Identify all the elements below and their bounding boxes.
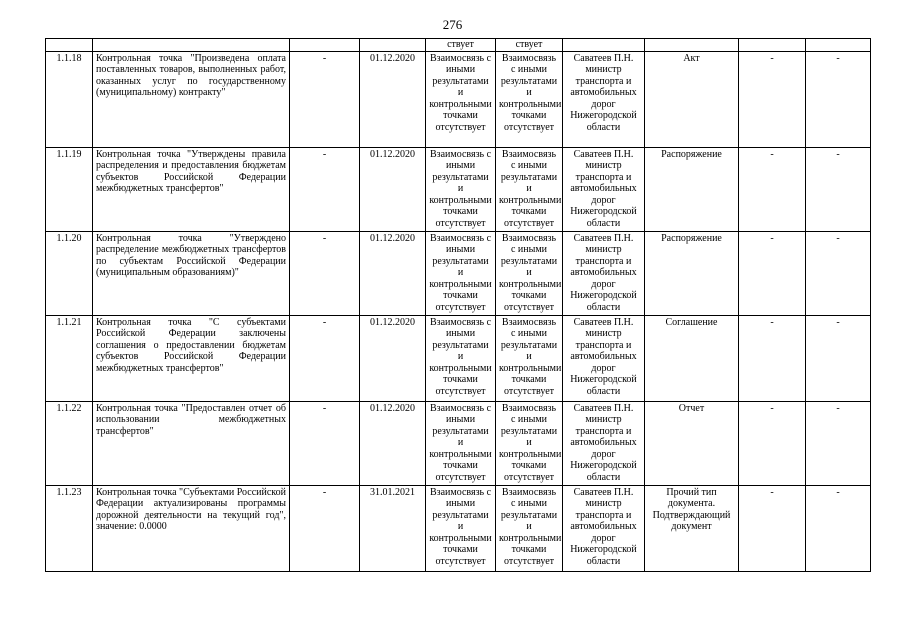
cell-responsible: Саватеев П.Н. министр транспорта и автомобильных дорог Нижегородской области (563, 401, 645, 485)
cell-next: Взаимосвязь с иными результатами и контрольными точками отсутствует (496, 231, 563, 315)
cell-next: Взаимосвязь с иными результатами и контрольными точками отсутствует (496, 51, 563, 147)
cell-num: 1.1.19 (46, 147, 93, 231)
cell-doc: Отчет (645, 401, 739, 485)
cell-end (360, 39, 426, 52)
cell-doc: Соглашение (645, 315, 739, 401)
cell-x2 (806, 39, 871, 52)
cell-num: 1.1.21 (46, 315, 93, 401)
cell-start: - (290, 231, 360, 315)
table-body (46, 39, 871, 572)
cell-doc (645, 39, 739, 52)
cell-end: 01.12.2020 (360, 401, 426, 485)
cell-x2: - (806, 147, 871, 231)
cell-next: Взаимосвязь с иными результатами и контрольными точками отсутствует (496, 401, 563, 485)
cell-start (290, 39, 360, 52)
cell-start: - (290, 147, 360, 231)
table-row (46, 485, 871, 571)
cell-prev: Взаимосвязь с иными результатами и контрольными точками отсутствует (426, 51, 496, 147)
cell-x2: - (806, 315, 871, 401)
control-points-table (45, 38, 871, 572)
cell-x1: - (739, 401, 806, 485)
cell-x2: - (806, 231, 871, 315)
cell-responsible: Саватеев П.Н. министр транспорта и автомобильных дорог Нижегородской области (563, 231, 645, 315)
cell-start: - (290, 51, 360, 147)
cell-prev: ствует (426, 39, 496, 52)
cell-end: 01.12.2020 (360, 51, 426, 147)
table-row (46, 51, 871, 147)
cell-num: 1.1.18 (46, 51, 93, 147)
cell-num: 1.1.23 (46, 485, 93, 571)
cell-responsible (563, 39, 645, 52)
cell-doc: Прочий тип документа. Подтверждающий документ (645, 485, 739, 571)
table-row (46, 147, 871, 231)
cell-responsible: Саватеев П.Н. министр транспорта и автомобильных дорог Нижегородской области (563, 485, 645, 571)
cell-x1 (739, 39, 806, 52)
cell-num (46, 39, 93, 52)
cell-doc: Распоряжение (645, 147, 739, 231)
cell-x1: - (739, 485, 806, 571)
cell-responsible: Саватеев П.Н. министр транспорта и автомобильных дорог Нижегородской области (563, 147, 645, 231)
cell-start: - (290, 315, 360, 401)
cell-name: Контрольная точка "Субъектами Российской Федерации актуализированы программы дорожной деятельности на текущий год", значение: 0.0000 (93, 485, 290, 571)
cell-doc: Распоряжение (645, 231, 739, 315)
cell-responsible: Саватеев П.Н. министр транспорта и автомобильных дорог Нижегородской области (563, 51, 645, 147)
cell-prev: Взаимосвязь с иными результатами и контрольными точками отсутствует (426, 315, 496, 401)
cell-x1: - (739, 147, 806, 231)
cell-start: - (290, 401, 360, 485)
cell-name: Контрольная точка "Утверждено распределение межбюджетных трансфертов по субъектам Российской Федерации (муниципальным образованиям)" (93, 231, 290, 315)
table-row (46, 401, 871, 485)
cell-num: 1.1.20 (46, 231, 93, 315)
table-row (46, 315, 871, 401)
cell-x1: - (739, 315, 806, 401)
cell-end: 01.12.2020 (360, 147, 426, 231)
cell-name: Контрольная точка "С субъектами Российской Федерации заключены соглашения о предоставлении бюджетам субъектов Российской Федерации межбюджетных трансфертов" (93, 315, 290, 401)
cell-doc: Акт (645, 51, 739, 147)
cell-end: 31.01.2021 (360, 485, 426, 571)
cell-num: 1.1.22 (46, 401, 93, 485)
cell-x1: - (739, 231, 806, 315)
cell-x2: - (806, 401, 871, 485)
cell-next: ствует (496, 39, 563, 52)
cell-name: Контрольная точка "Предоставлен отчет об использовании межбюджетных трансфертов" (93, 401, 290, 485)
cell-x1: - (739, 51, 806, 147)
cell-next: Взаимосвязь с иными результатами и контрольными точками отсутствует (496, 147, 563, 231)
cell-prev: Взаимосвязь с иными результатами и контрольными точками отсутствует (426, 147, 496, 231)
cell-x2: - (806, 51, 871, 147)
cell-end: 01.12.2020 (360, 315, 426, 401)
cell-x2: - (806, 485, 871, 571)
cell-next: Взаимосвязь с иными результатами и контрольными точками отсутствует (496, 485, 563, 571)
page-number: 276 (442, 17, 463, 32)
cell-name (93, 39, 290, 52)
cell-end: 01.12.2020 (360, 231, 426, 315)
cell-responsible: Саватеев П.Н. министр транспорта и автомобильных дорог Нижегородской области (563, 315, 645, 401)
continuation-row (46, 39, 871, 52)
cell-prev: Взаимосвязь с иными результатами и контрольными точками отсутствует (426, 485, 496, 571)
cell-name: Контрольная точка "Произведена оплата поставленных товаров, выполненных работ, оказанных услуг по государственному (муниципальному) контракту" (93, 51, 290, 147)
table-row (46, 231, 871, 315)
cell-name: Контрольная точка "Утверждены правила распределения и предоставления бюджетам субъектов Российской Федерации межбюджетных трансфертов" (93, 147, 290, 231)
cell-start: - (290, 485, 360, 571)
cell-prev: Взаимосвязь с иными результатами и контрольными точками отсутствует (426, 231, 496, 315)
cell-next: Взаимосвязь с иными результатами и контрольными точками отсутствует (496, 315, 563, 401)
cell-prev: Взаимосвязь с иными результатами и контрольными точками отсутствует (426, 401, 496, 485)
